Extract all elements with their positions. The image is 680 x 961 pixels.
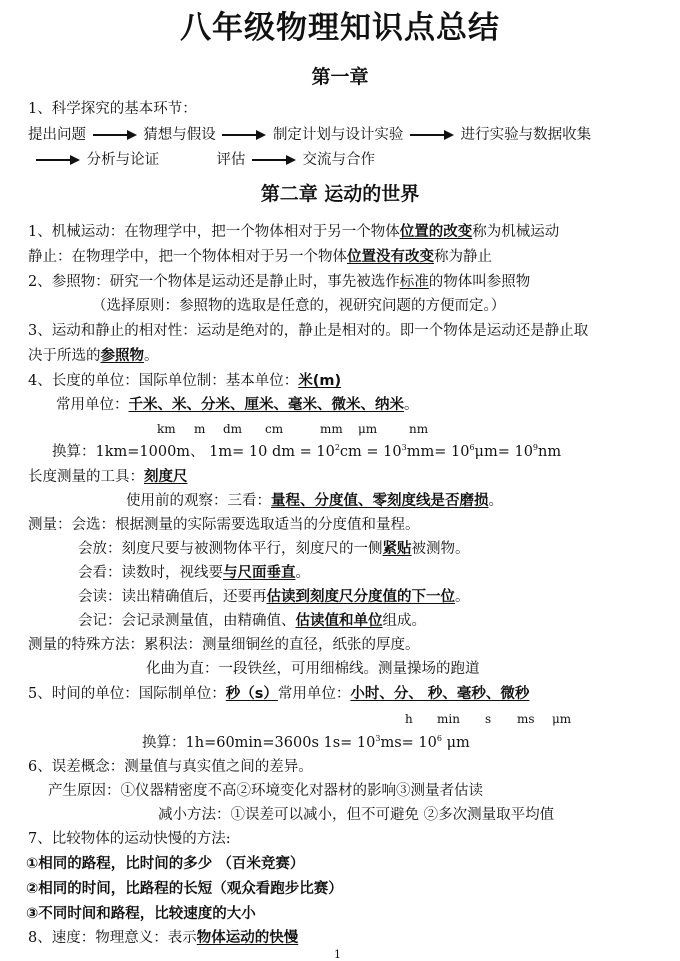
- time-conversion: 换算：1h=60min=3600s $1s= 10^3ms= 10^6$ μm: [142, 734, 470, 751]
- text-line: 3、运动和静止的相对性：运动是绝对的，静止是相对的。即一个物体是运动还是静止取: [28, 323, 589, 339]
- text-line: 6、误差概念：测量值与真实值之间的差异。: [28, 759, 313, 775]
- step-text: 分析与论证: [86, 152, 160, 168]
- unit-symbol: μm: [358, 422, 378, 436]
- page-title: 八年级物理知识点总结: [180, 10, 500, 46]
- text-line: ②相同的时间，比路程的长短（观众看跑步比赛）: [26, 881, 343, 897]
- unit-symbol: m: [194, 422, 206, 436]
- unit-symbol: μm: [552, 712, 572, 726]
- step-text: 评估: [216, 152, 246, 168]
- text-line: 2、参照物：研究一个物体是运动还是静止时，事先被选作标准的物体叫参照物: [28, 274, 531, 290]
- text-line: ①相同的路程，比时间的多少 （百米竞赛）: [26, 856, 305, 872]
- chapter-2-heading: 第二章 运动的世界: [260, 183, 420, 205]
- unit-symbol: h: [405, 712, 413, 726]
- text-line: 测量的特殊方法：累积法：测量细铜丝的直径，纸张的厚度。: [28, 637, 420, 653]
- text-line: 长度测量的工具：刻度尺: [28, 469, 188, 485]
- text-line: 1、机械运动：在物理学中，把一个物体相对于另一个物体位置的改变称为机械运动: [28, 224, 560, 240]
- text-line: 决于所选的参照物。: [28, 348, 159, 364]
- text-line: 7、比较物体的运动快慢的方法:: [28, 831, 231, 847]
- text-line: 减小方法：①误差可以减小，但不可避免 ②多次测量取平均值: [158, 807, 555, 823]
- text-line: 5、时间的单位：国际制单位：秒（s）常用单位：小时、分、 秒、毫秒、微秒: [28, 686, 530, 702]
- arrow-icon: [222, 130, 266, 140]
- text-line: 化曲为直：一段铁丝，可用细棉线。测量操场的跑道: [146, 661, 480, 677]
- text-line: 产生原因：①仪器精密度不高②环境变化对器材的影响③测量者估读: [48, 783, 483, 799]
- text-line: 测量：会选：根据测量的实际需要选取适当的分度值和量程。: [28, 517, 420, 533]
- arrow-icon: [410, 130, 454, 140]
- text-line: （选择原则：参照物的选取是任意的，视研究问题的方便而定。）: [92, 298, 506, 314]
- chapter-1-item-1: 1、科学探究的基本环节：: [28, 101, 197, 117]
- arrow-icon: [93, 130, 137, 140]
- text-line: 4、长度的单位：国际单位制：基本单位：米(m): [28, 373, 342, 389]
- step-text: 提出问题: [28, 127, 86, 143]
- unit-symbol: ms: [517, 712, 535, 726]
- text-line: 常用单位：千米、米、分米、厘米、毫米、微米、纳米。: [56, 397, 419, 413]
- unit-symbol: dm: [223, 422, 243, 436]
- inquiry-steps-row-1: [28, 126, 591, 144]
- chapter-1-heading: 第一章: [311, 66, 369, 88]
- length-conversion: 换算：1km=1000m、 1m= 10 dm = $10^2cm = 10^3mm= 10^6\mu m= 10^9nm$: [52, 443, 562, 460]
- step-text: 进行实验与数据收集: [460, 127, 592, 143]
- page-number: 1: [334, 948, 341, 961]
- text-line: 使用前的观察：三看：量程、分度值、零刻度线是否磨损。: [126, 493, 503, 509]
- arrow-icon: [252, 155, 296, 165]
- text-line: ③不同时间和路程，比较速度的大小: [26, 906, 256, 922]
- inquiry-steps-row-2: [34, 151, 375, 169]
- unit-symbol: s: [485, 712, 492, 726]
- text-line: 会放：刻度尺要与被测物体平行，刻度尺的一侧紧贴被测物。: [78, 541, 470, 557]
- unit-symbol: nm: [409, 422, 429, 436]
- step-text: 猜想与假设: [143, 127, 216, 143]
- text-line: 会读：读出精确值后，还要再估读到刻度尺分度值的下一位。: [78, 589, 470, 605]
- arrow-icon: [36, 155, 80, 165]
- text-line: 8、速度：物理意义：表示物体运动的快慢: [28, 930, 299, 946]
- text-line: 会看：读数时，视线要与尺面垂直。: [78, 565, 310, 581]
- step-text: 交流与合作: [302, 152, 376, 168]
- unit-symbol: km: [157, 422, 176, 436]
- step-text: 制定计划与设计实验: [272, 127, 404, 143]
- unit-symbol: mm: [320, 422, 343, 436]
- text-line: 静止：在物理学中，把一个物体相对于另一个物体位置没有改变称为静止: [28, 249, 492, 265]
- text-line: 会记：会记录测量值，由精确值、估读值和单位组成。: [78, 613, 426, 629]
- unit-symbol: min: [437, 712, 460, 726]
- unit-symbol: cm: [265, 422, 284, 436]
